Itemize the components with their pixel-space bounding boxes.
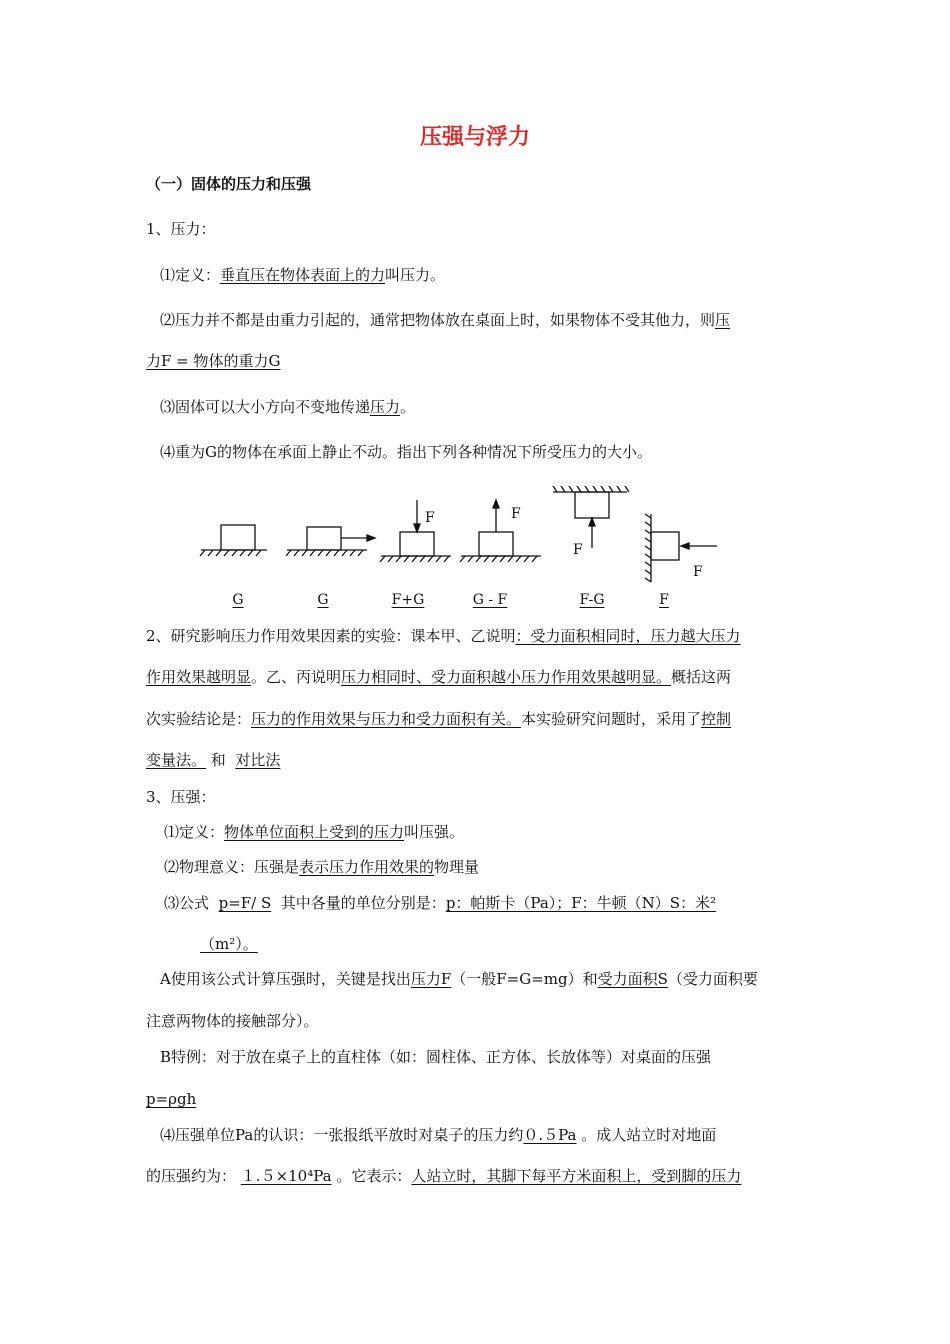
underlined-answer: ０.５Pa [523, 1126, 577, 1144]
note-b-formula [146, 1089, 196, 1109]
underlined-answer: 压力的作用效果与压力和受力面积有关。 [251, 710, 522, 728]
answer-2: G [317, 592, 329, 608]
note-b-line1: B特例：对于放在桌子上的直柱体（如：圆柱体、正方体、长放体等）对桌面的压强 [160, 1048, 712, 1066]
underlined-answer: 压力 [370, 398, 401, 416]
item-1-1-definition [160, 265, 445, 285]
text: 本实验研究问题时，采用了 [521, 710, 702, 728]
diagram-block-wall [645, 514, 717, 582]
text: 。 [400, 398, 416, 416]
text: 叫压强。 [404, 823, 465, 841]
force-diagram-figure [195, 478, 735, 588]
force-label: F [511, 506, 521, 522]
text: 。它表示： [336, 1167, 412, 1185]
underlined-answer: 对比法 [235, 751, 281, 769]
underlined-answer: 作用效果越明显 [146, 668, 252, 686]
text: ⑴定义： [160, 266, 221, 284]
text: ⑶公式 [164, 894, 210, 912]
item-1-4: ⑷重为G的物体在承面上静止不动。指出下列各种情况下所受压力的大小。 [160, 443, 652, 461]
underlined-answer: 人站立时，其脚下每平方米面积上，受到脚的压力 [411, 1167, 742, 1185]
answer-5: F-G [579, 592, 605, 608]
force-label: F [693, 564, 703, 580]
underlined-answer: 控制 [701, 710, 732, 728]
underlined-answer: 变量法。 [146, 751, 207, 769]
item-3-4-line1 [160, 1125, 716, 1145]
force-label: F [573, 542, 583, 558]
force-label: F [425, 510, 435, 526]
text: 。乙、丙说明 [251, 668, 342, 686]
note-a-line1 [160, 969, 758, 989]
note-a-line2: 注意两物体的接触部分）。 [146, 1012, 319, 1030]
answer-3: F+G [391, 592, 425, 608]
text: 和 [210, 751, 226, 769]
units: （m²）。 [200, 935, 258, 953]
diagram-block-on-ground [200, 525, 267, 556]
item-3-2-meaning [164, 857, 479, 877]
item-3-3-units-cont [200, 934, 258, 954]
text: ⑴定义： [164, 823, 225, 841]
text: ⑶固体可以大小方向不变地传递 [160, 398, 371, 416]
text: ⑵物理意义：压强是 [164, 858, 300, 876]
text: 2、研究影响压力作用效果因素的实验：课本甲、乙说明 [146, 627, 516, 645]
item-2-line3 [146, 709, 731, 729]
item-1-3 [160, 397, 415, 417]
text: 的压强约为： [146, 1167, 237, 1185]
text: （受力面积要 [667, 970, 758, 988]
formula: p=F/ S [218, 894, 272, 912]
underlined-answer: 力F = 物体的重力G [146, 352, 281, 370]
text: 其中各量的单位分别是： [280, 894, 446, 912]
diagram-block-downward-force [380, 500, 451, 562]
units: p：帕斯卡（Pa）；F：牛顿（N）S：米² [445, 894, 717, 912]
text: ⑷压强单位Pa的认识：一张报纸平放时对桌子的压力约 [160, 1126, 524, 1144]
underlined-answer: ：受力面积相同时，压力越大压力 [515, 627, 741, 645]
text: ⑵压力并不都是由重力引起的，通常把物体放在桌面上时，如果物体不受其他力，则 [160, 311, 716, 329]
text: 叫压力。 [385, 266, 446, 284]
diagram-block-horizontal-force [286, 527, 375, 556]
item-1-heading: 1、压力： [146, 220, 216, 238]
item-3-3-formula [164, 893, 716, 913]
answer-1: G [232, 592, 244, 608]
item-3-1-definition [164, 822, 464, 842]
item-2-line4 [146, 750, 280, 770]
underlined-answer: １.５×10⁴Pa [240, 1167, 332, 1185]
text: 次实验结论是： [146, 710, 252, 728]
text: 。成人站立时对地面 [581, 1126, 717, 1144]
text: A使用该公式计算压强时，关键是找出 [160, 970, 411, 988]
diagram-block-ceiling [553, 486, 629, 548]
item-1-2-line2 [146, 351, 281, 371]
underlined-answer: 压力F [410, 970, 452, 988]
underlined-answer: 压力相同时、受力面积越小压力作用效果越明显。 [341, 668, 672, 686]
item-1-2-line1 [160, 310, 730, 330]
underlined-answer: 表示压力作用效果的 [299, 858, 435, 876]
diagram-block-upward-force [460, 500, 541, 562]
answer-4: G - F [472, 592, 508, 608]
text: 概括这两 [671, 668, 732, 686]
item-3-4-line2 [146, 1166, 741, 1186]
underlined-answer: 受力面积S [597, 970, 668, 988]
text: （一般F=G=mg）和 [451, 970, 598, 988]
text: 物理量 [434, 858, 480, 876]
formula: p=ρgh [146, 1090, 197, 1108]
page-title: 压强与浮力 [419, 124, 530, 150]
underlined-answer: 物体单位面积上受到的压力 [224, 823, 405, 841]
underlined-answer: 垂直压在物体表面上的力 [220, 266, 386, 284]
item-2-line2 [146, 667, 731, 687]
item-3-heading: 3、压强： [146, 788, 216, 806]
underlined-answer: 压 [715, 311, 731, 329]
answer-6: F [659, 592, 669, 608]
section-heading-solid-pressure: （一）固体的压力和压强 [146, 175, 312, 193]
item-2-line1 [146, 626, 741, 646]
